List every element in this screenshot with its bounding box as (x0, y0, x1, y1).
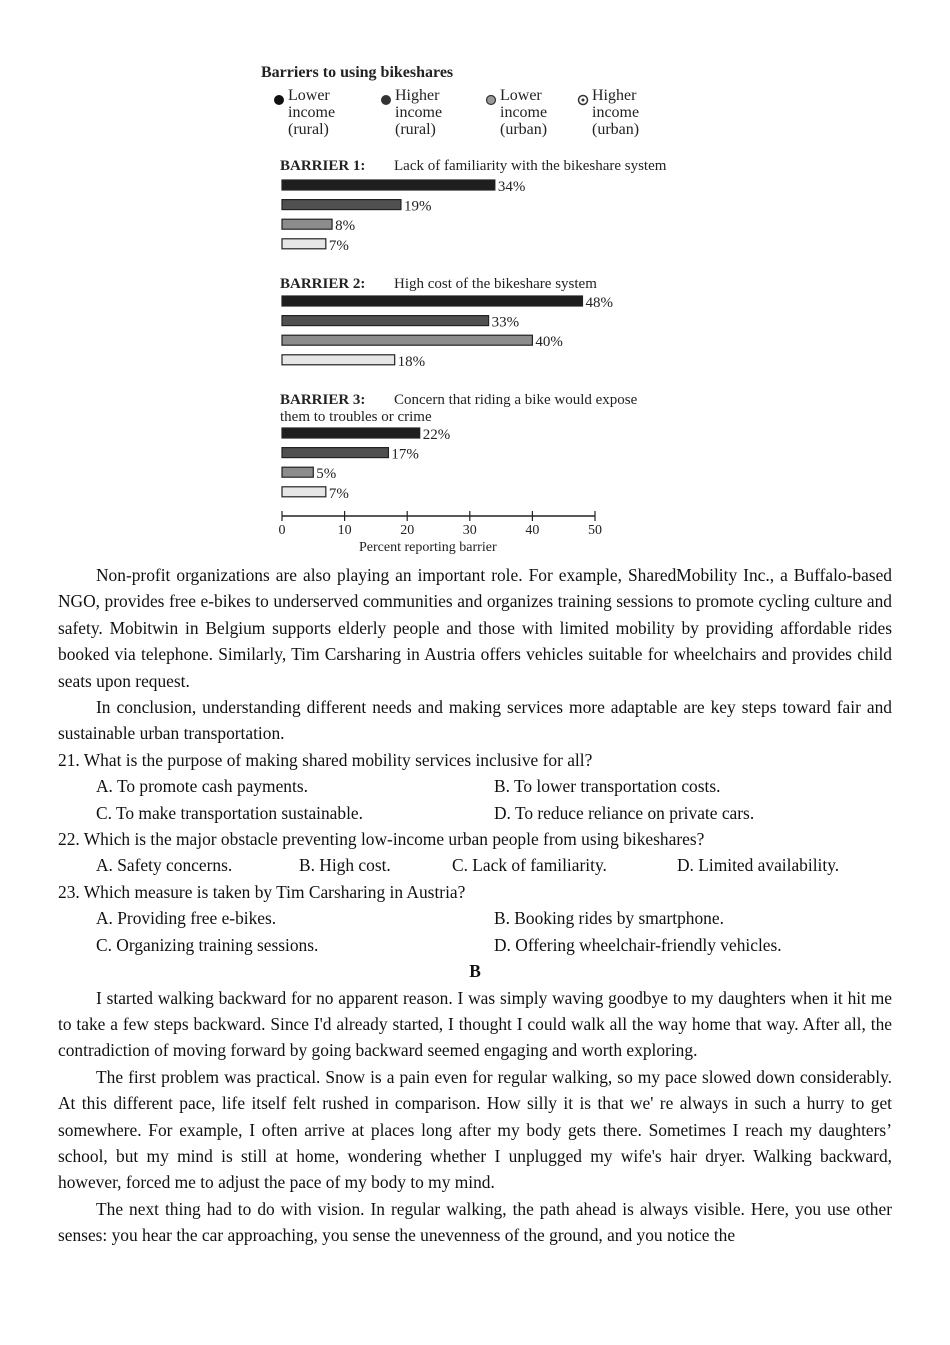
question-22-option-a: A. Safety concerns. (96, 855, 233, 876)
legend-label: Higher (592, 87, 637, 104)
barrier-description: High cost of the bikeshare system (394, 276, 597, 292)
question-22-option-b: B. High cost. (299, 855, 391, 876)
bar (282, 355, 395, 365)
bar-value-label: 18% (397, 353, 426, 370)
question-21-option-c: C. To make transportation sustainable. (96, 802, 363, 823)
bar-value-label: 40% (535, 334, 563, 351)
bar-value-label: 19% (403, 198, 432, 215)
question-23-options-row-2 (58, 932, 892, 958)
question-23-option-c: C. Organizing training sessions. (96, 934, 319, 955)
x-tick-label: 30 (462, 523, 477, 538)
question-23-stem: 23. Which measure is taken by Tim Carsharing in Austria? (58, 881, 466, 902)
question-22-options-row (58, 852, 892, 878)
legend-item (579, 87, 640, 138)
x-tick-label: 40 (525, 523, 540, 538)
question-21-stem: 21. What is the purpose of making shared mobility services inclusive for all? (58, 749, 593, 770)
bar-value-label: 8% (335, 218, 356, 235)
legend-label: Lower (500, 87, 542, 104)
legend-marker (381, 95, 391, 105)
bar-value-label: 5% (316, 466, 337, 483)
legend-label: income (288, 104, 336, 121)
x-axis-label: Percent reporting barrier (359, 540, 497, 555)
section-b-paragraph-2: The first problem was practical. Snow is a pain even for regular walking, so my pace slowed down considerably. At this different pace, life itself felt rushed in comparison. How silly it is that we' re always in such a hurry to get somewhere. For example, I often arrive at places long after my body gets there. Sometimes I reach my daughters’ school, but my mind is still at home, wondering whether I unplugged my wife's hair dryer. Walking backward, however, forced me to adjust the pace of my body to my mind. (58, 1066, 892, 1193)
x-tick-label: 10 (337, 523, 352, 538)
legend-marker (274, 95, 284, 105)
bar (282, 180, 495, 190)
barrier-group (280, 276, 613, 370)
chart-x-axis (279, 511, 603, 538)
bar (282, 200, 401, 210)
x-tick-label: 0 (278, 523, 286, 538)
x-tick-label: 20 (400, 523, 415, 538)
legend-label: income (395, 104, 443, 121)
bar (282, 316, 489, 326)
question-22-option-d: D. Limited availability. (677, 855, 840, 876)
legend-label: (rural) (395, 121, 436, 138)
question-21-option-d: D. To reduce reliance on private cars. (494, 802, 755, 823)
legend-label: (urban) (592, 121, 640, 138)
chart-legend (274, 87, 639, 138)
question-22-option-c: C. Lack of familiarity. (452, 855, 607, 876)
question-22-stem: 22. Which is the major obstacle preventing low-income urban people from using bikeshares? (58, 829, 705, 850)
barrier-description: them to troubles or crime (280, 409, 432, 425)
legend-label: Higher (395, 87, 440, 104)
bar-value-label: 33% (491, 314, 520, 331)
bar-value-label: 7% (328, 237, 349, 254)
passage-a-paragraph-2: In conclusion, understanding different needs and making services more adaptable are key steps toward fair and sustainable urban transportation. (58, 697, 892, 744)
legend-item (274, 87, 335, 138)
question-21-options-row-1 (58, 773, 892, 799)
question-23-option-a: A. Providing free e-bikes. (96, 908, 277, 929)
section-b-paragraph-1: I started walking backward for no apparent reason. I was simply waving goodbye to my daughters when it hit me to take a few steps backward. Since I'd already started, I thought I could walk all the way home that way. After all, the contradiction of moving forward by going backward seemed engaging and worth exploring. (58, 987, 892, 1061)
legend-item (487, 87, 548, 138)
barriers-chart (258, 58, 738, 558)
bar (282, 428, 420, 438)
barrier-label: BARRIER 3: (280, 392, 366, 408)
bar-value-label: 48% (585, 295, 613, 311)
bar-value-label: 34% (497, 179, 526, 195)
section-b-heading: B (469, 961, 481, 982)
chart-groups (280, 158, 667, 502)
bar (282, 219, 332, 229)
bar (282, 448, 388, 458)
legend-marker-dot (582, 99, 585, 102)
passage-a (58, 562, 892, 1249)
barrier-group (280, 158, 667, 254)
bar-value-label: 22% (422, 427, 451, 443)
legend-marker (487, 96, 496, 105)
barrier-description: Lack of familiarity with the bikeshare system (394, 158, 667, 174)
legend-label: (urban) (500, 121, 548, 138)
bar (282, 487, 326, 497)
question-23-options-row-1 (58, 905, 892, 931)
chart-title: Barriers to using bikeshares (261, 64, 454, 81)
legend-label: Lower (288, 87, 330, 104)
barrier-label: BARRIER 1: (280, 158, 366, 174)
bar (282, 296, 582, 306)
legend-label: (rural) (288, 121, 329, 138)
legend-item (381, 87, 442, 138)
bar (282, 239, 326, 249)
section-b-paragraph-3: The next thing had to do with vision. In regular walking, the path ahead is always visible. Here, you use other senses: you hear the car approaching, you sense the unevenness of the ground, and you notice the (58, 1198, 892, 1246)
legend-label: income (592, 104, 640, 121)
passage-a-paragraph-1: Non-profit organizations are also playing an important role. For example, SharedMobility Inc., a Buffalo-based NGO, provides free e-bikes to underserved communities and organizes training sessions to promote cycling culture and safety. Mobitwin in Belgium supports elderly people and those with limited mobility by providing affordable rides booked via telephone. Similarly, Tim Carsharing in Austria offers vehicles suitable for wheelchairs and provides child seats upon request. (58, 565, 892, 691)
question-21-option-a: A. To promote cash payments. (96, 776, 308, 797)
question-23-option-d: D. Offering wheelchair-friendly vehicles. (494, 934, 782, 955)
bar (282, 335, 532, 345)
question-23-option-b: B. Booking rides by smartphone. (494, 908, 724, 929)
bar-value-label: 17% (391, 446, 419, 463)
barrier-label: BARRIER 2: (280, 276, 366, 292)
x-tick-label: 50 (588, 523, 602, 538)
barrier-group (280, 392, 638, 502)
question-21-options-row-2 (58, 800, 892, 826)
bar-value-label: 7% (328, 485, 349, 502)
barrier-description: Concern that riding a bike would expose (394, 392, 638, 408)
bar (282, 467, 313, 477)
question-21-option-b: B. To lower transportation costs. (494, 776, 721, 797)
legend-label: income (500, 104, 548, 121)
